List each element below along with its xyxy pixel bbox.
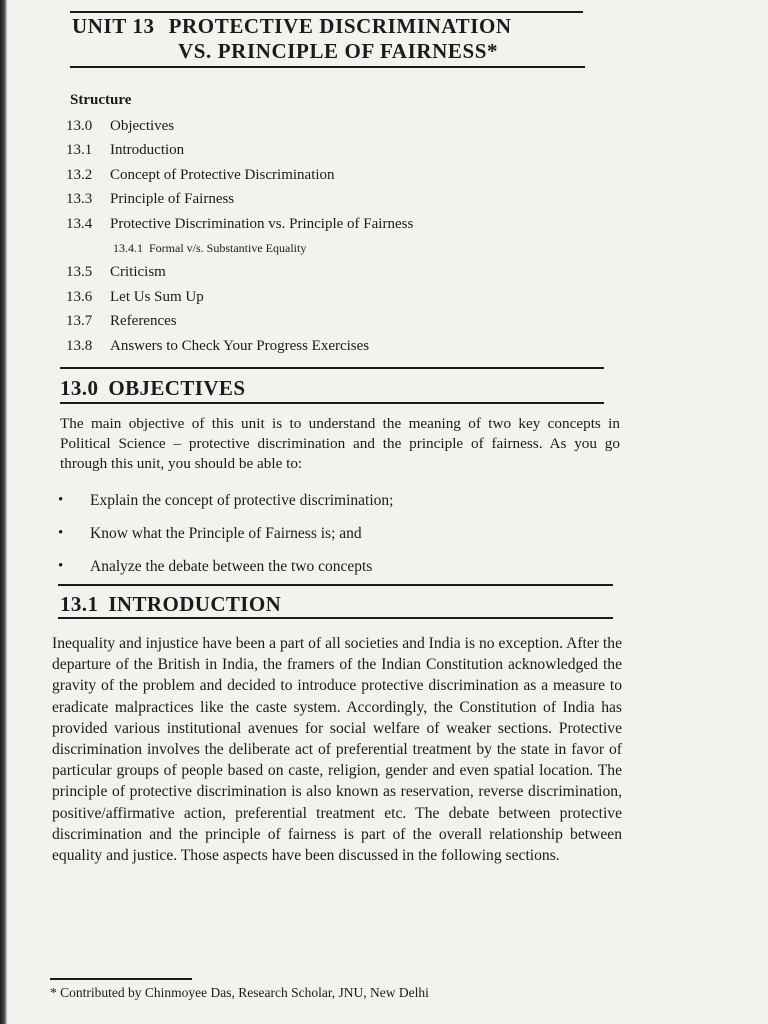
objectives-bottom-rule: [60, 402, 604, 404]
introduction-heading: 13.1 INTRODUCTION: [60, 592, 282, 616]
footnote: * Contributed by Chinmoyee Das, Research Scholar, JNU, New Delhi: [50, 985, 429, 1000]
structure-list: [66, 114, 606, 359]
unit-title: [72, 14, 592, 64]
objectives-top-rule: [60, 367, 604, 369]
bullet-item: • Explain the concept of protective discrimination;: [58, 491, 394, 509]
objectives-intro: The main objective of this unit is to understand the meaning of two key concepts in Political Science – protective discrimination and the principle of fairness. As you go through this unit, you should be able to:: [60, 415, 620, 472]
footnote-rule: [50, 978, 192, 980]
bullet-icon: •: [58, 525, 64, 541]
toc-item-13-7[interactable]: 13.7 References: [66, 313, 177, 330]
toc-item-13-5[interactable]: 13.5 Criticism: [66, 264, 166, 281]
toc-item-13-4-1[interactable]: 13.4.1 Formal v/s. Substantive Equality: [113, 241, 307, 255]
unit-number: UNIT 13: [72, 14, 155, 38]
toc-item-13-6[interactable]: 13.6 Let Us Sum Up: [66, 288, 204, 305]
introduction-body: Inequality and injustice have been a part of all societies and India is no exception. After the departure of the British in India, the framers of the Indian Constitution acknowledged the gravity of the problem and decided to introduce protective discrimination as a measure to eradicate malpractices like the caste system. Accordingly, the Constitution of India has provided various institutional avenues for social welfare of weaker sections. Protective discrimination involves the deliberate act of preferential treatment by the state in favor of particular groups of people based on caste, religion, gender and even spatial location. The principle of protective discrimination is also known as reservation, reverse discrimination, positive/affirmative action, preferential treatment etc. The debate between protective discrimination and the principle of fairness is part of the overall relationship between equality and justice. Those aspects have been discussed in the following sections.: [52, 635, 622, 865]
objectives-heading: 13.0 OBJECTIVES: [60, 376, 246, 400]
toc-item-13-0[interactable]: 13.0 Objectives: [66, 117, 175, 134]
introduction-bottom-rule: [58, 617, 613, 619]
toc-item-13-4[interactable]: 13.4 Protective Discrimination vs. Principle of Fairness: [66, 215, 414, 232]
title-top-rule: [70, 11, 583, 13]
bullet-icon: •: [58, 558, 64, 574]
title-bottom-rule: [70, 66, 585, 68]
bullet-item: • Analyze the debate between the two concepts: [58, 557, 373, 575]
unit-title-line2: VS. PRINCIPLE OF FAIRNESS*: [178, 39, 499, 63]
bullet-item: • Know what the Principle of Fairness is; and: [58, 524, 362, 542]
toc-item-13-8[interactable]: 13.8 Answers to Check Your Progress Exercises: [66, 337, 370, 354]
unit-title-line1: PROTECTIVE DISCRIMINATION: [168, 14, 512, 38]
toc-item-13-2[interactable]: 13.2 Concept of Protective Discrimination: [66, 166, 335, 183]
structure-heading: Structure: [70, 92, 132, 108]
toc-item-13-1[interactable]: 13.1 Introduction: [66, 142, 185, 159]
introduction-top-rule: [58, 584, 613, 586]
bullet-icon: •: [58, 492, 64, 508]
objectives-bullet-list: [58, 484, 618, 583]
toc-item-13-3[interactable]: 13.3 Principle of Fairness: [66, 191, 235, 208]
